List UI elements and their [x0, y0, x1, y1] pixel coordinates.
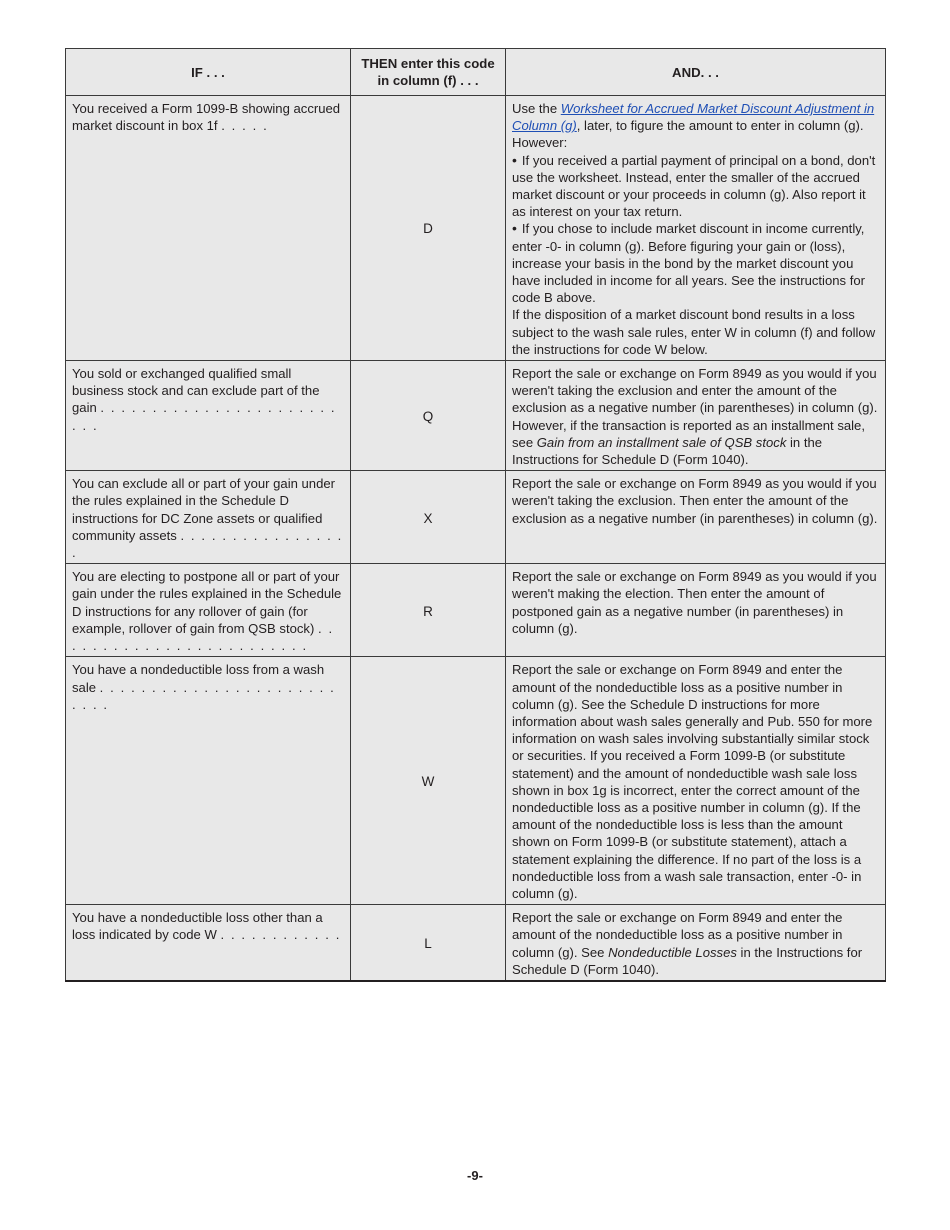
table-row: [66, 471, 886, 564]
if-text: You have a nondeductible loss other than a loss indicated by code W: [72, 910, 323, 943]
header-row: [66, 49, 886, 96]
and-text: If the disposition of a market discount bond results in a loss subject to the wash sale rules, enter W in column (f) and follow the instructions for code W below.: [512, 307, 876, 357]
code-cell: R: [351, 564, 506, 657]
and-text: Use the: [512, 101, 561, 116]
if-cell: [66, 905, 351, 981]
and-cell: Report the sale or exchange on Form 8949 as you would if you weren't taking the exclusion. Then enter the amount of the exclusion as a negative number (in parentheses) in column (g).: [506, 471, 886, 564]
if-cell: [66, 657, 351, 905]
header-and: AND. . .: [506, 49, 886, 96]
if-cell: [66, 471, 351, 564]
leader-dots: . . . . . . . . . . . . . . . . . . . . . . . . .: [72, 620, 334, 654]
code-table: [65, 48, 886, 982]
and-text: Report the sale or exchange on Form 8949 and enter the amount of the nondeductible loss as a positive number in column (g). See: [512, 910, 843, 960]
worksheet-link[interactable]: Worksheet for Accrued Market Discount Adjustment in Column (g): [512, 101, 875, 134]
code-cell: L: [351, 905, 506, 981]
page-number: -9-: [467, 1168, 483, 1183]
and-italic-text: Nondeductible Losses: [608, 944, 737, 960]
bullet-item: • If you chose to include market discount in income currently, enter -0- in column (g). Before figuring your gain or (loss), increase your basis in the bond by the market discount you have included in income for all years. See the instructions for code B above.: [512, 220, 879, 306]
table-row: [66, 564, 886, 657]
header-if: IF . . .: [66, 49, 351, 96]
and-cell: Report the sale or exchange on Form 8949 and enter the amount of the nondeductible loss as a positive number in column (g). See the Schedule D instructions for more information about wash sales generally and Pub. 550 for more information on wash sales involving substantially similar stock or securities. If you received a Form 1099-B (or substitute statement) and the amount of nondeductible wash sale loss shown in box 1g is incorrect, enter the correct amount of the nondeductible loss as a positive number in column (g). If the amount of the nondeductible loss is less than the amount shown on Form 1099-B (or substitute statement), attach a statement explaining the difference. If no part of the loss is a nondeductible loss from a wash sale transaction, enter -0- in column (g).: [506, 657, 886, 905]
and-cell: [506, 96, 886, 361]
if-cell: [66, 564, 351, 657]
and-text: in the Instructions for Schedule D (Form 1040).: [512, 944, 863, 977]
header-then-line2: in column (f) . . .: [377, 73, 479, 88]
if-text: You received a Form 1099-B showing accrued market discount in box 1f: [72, 101, 341, 134]
table-row: [66, 96, 886, 361]
leader-dots: . . . . . . . . . . . .: [220, 927, 341, 943]
if-cell: [66, 96, 351, 361]
code-cell: X: [351, 471, 506, 564]
if-text: You are electing to postpone all or part of your gain under the rules explained in the Schedule D instructions for any rollover of gain (for example, rollover of gain from QSB stock): [72, 569, 342, 636]
code-cell: W: [351, 657, 506, 905]
and-cell: [506, 361, 886, 471]
if-text: You can exclude all or part of your gain under the rules explained in the Schedule D instructions for DC Zone assets or qualified community assets: [72, 476, 336, 543]
bullet-item: • If you received a partial payment of principal on a bond, don't use the worksheet. Instead, enter the smaller of the accrued market discount or your proceeds in column (g). Also report it as interest on your tax return.: [512, 152, 879, 221]
if-cell: [66, 361, 351, 471]
header-then: [351, 49, 506, 96]
leader-dots: . . . . . . . . . . . . . . . . . . . . . . . . . . .: [72, 679, 336, 712]
code-cell: D: [351, 96, 506, 361]
and-italic-text: Gain from an installment sale of QSB stock: [536, 434, 787, 450]
leader-dots: . . . . .: [221, 118, 269, 134]
and-text: , later, to figure the amount to enter in column (g). However:: [512, 118, 864, 151]
header-then-line1: THEN enter this code: [361, 56, 495, 71]
table-row: [66, 361, 886, 471]
leader-dots: . . . . . . . . . . . . . . . . . . . . . . . . . .: [72, 400, 337, 433]
table-row: [66, 657, 886, 905]
if-text: You have a nondeductible loss from a wash sale: [72, 662, 325, 695]
and-cell: [506, 905, 886, 981]
leader-dots: . . . . . . . . . . . . . . . . .: [72, 527, 343, 561]
if-text: You sold or exchanged qualified small business stock and can exclude part of the gain: [72, 366, 320, 416]
and-cell: Report the sale or exchange on Form 8949 as you would if you weren't making the election. Then enter the amount of postponed gain as a negative number (in parentheses) in column (g).: [506, 564, 886, 657]
code-cell: Q: [351, 361, 506, 471]
and-text: Report the sale or exchange on Form 8949 as you would if you weren't taking the exclusion and enter the amount of the exclusion as a negative number (in parentheses) in column (g). However, if the transaction is reported as an installment sale, see: [512, 366, 878, 450]
and-text: in the Instructions for Schedule D (Form 1040).: [512, 434, 823, 468]
table-row: [66, 905, 886, 981]
